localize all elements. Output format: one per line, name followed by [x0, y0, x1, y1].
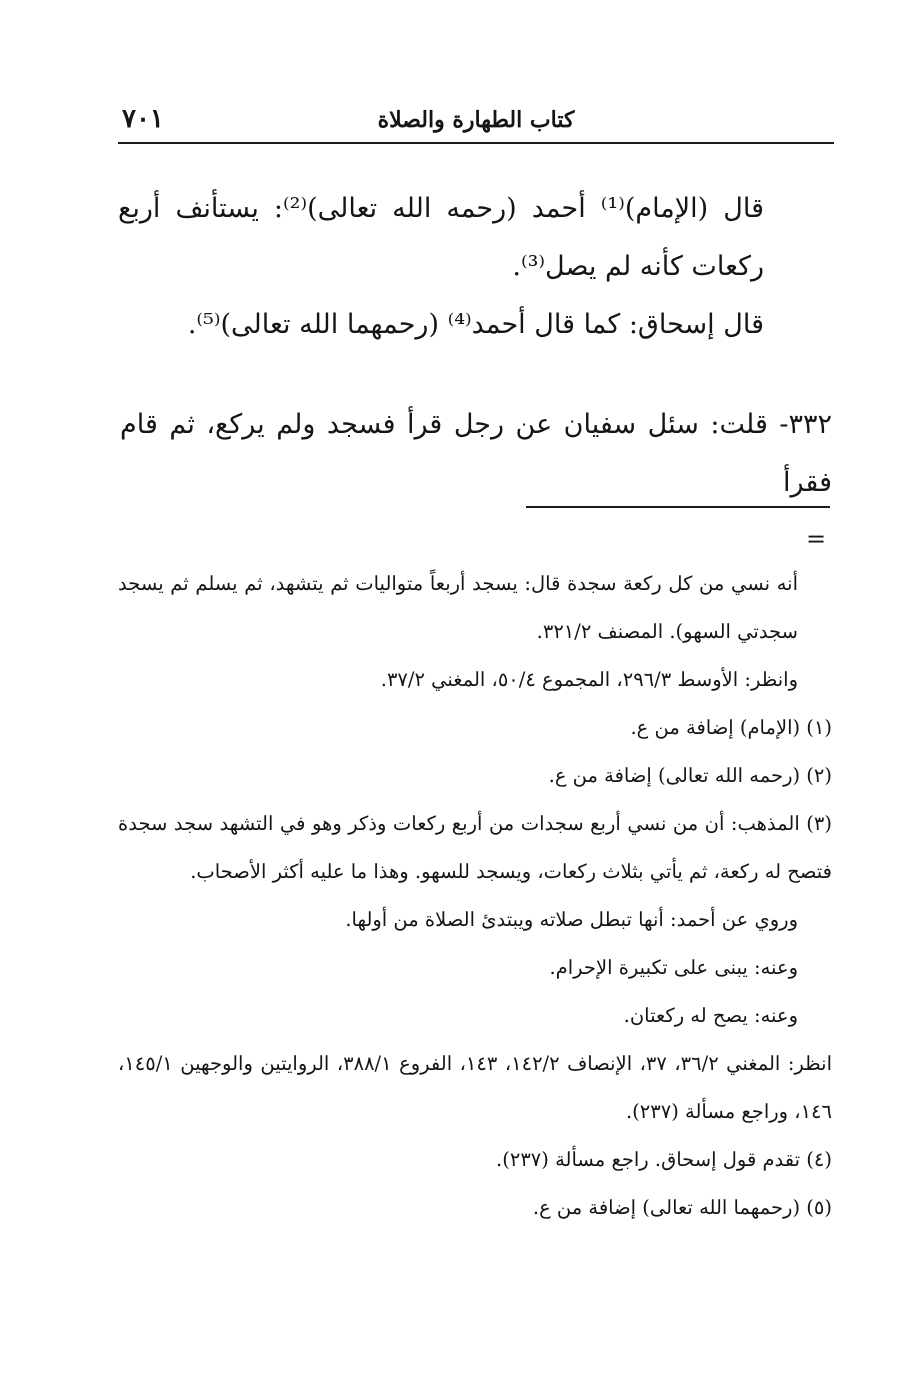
question-332: ٣٣٢- قلت: سئل سفيان عن رجل قرأ فسجد ولم يركع، ثم قام فقرأ — [120, 409, 832, 498]
page-header — [118, 98, 834, 144]
footnote-continued-text: أنه نسي من كل ركعة سجدة قال: يسجد أربعاً متواليات ثم يتشهد، ثم يسلم ثم يسجد سجدتي السهو). المصنف ٣٢١/٢. — [118, 572, 798, 643]
footnote-1: (١) (الإمام) إضافة من ع. — [630, 716, 832, 739]
page-number: ٧٠١ — [122, 104, 164, 134]
footnote-continued-references: وانظر: الأوسط ٢٩٦/٣، المجموع ٥٠/٤، المغني ٣٧/٢. — [380, 668, 798, 691]
footnote-5: (٥) (رحمهما الله تعالى) إضافة من ع. — [532, 1196, 832, 1219]
footnote-continuation-mark: = — [806, 525, 827, 553]
footnote-3-references: انظر: المغني ٣٦/٢، ٣٧، الإنصاف ١٤٢/٢، ١٤٣، الفروع ٣٨٨/١، الروايتين والوجهين ١٤٥/١، ١٤٦، وراجع مسألة (٢٣٧). — [118, 1052, 832, 1123]
footnote-4: (٤) تقدم قول إسحاق. راجع مسألة (٢٣٧). — [496, 1148, 832, 1171]
footnote-3-opinion-1: وعنه: يبنى على تكبيرة الإحرام. — [549, 956, 798, 979]
footnote-3-narration: وروي عن أحمد: أنها تبطل صلاته ويبتدئ الصلاة من أولها. — [345, 908, 798, 931]
footnotes — [118, 560, 832, 1232]
main-text — [118, 180, 832, 512]
footnote-2: (٢) (رحمه الله تعالى) إضافة من ع. — [548, 764, 832, 787]
running-title: كتاب الطهارة والصلاة — [377, 107, 575, 133]
footnote-separator — [526, 506, 830, 508]
main-paragraph-1: قال (الإمام)⁽¹⁾ أحمد (رحمه الله تعالى)⁽²⁾: يستأنف أربع ركعات كأنه لم يصل⁽³⁾. — [118, 193, 764, 282]
footnote-3: (٣) المذهب: أن من نسي أربع سجدات من أربع ركعات وذكر وهو في التشهد سجد سجدة فتصح له ركعة، ثم يأتي بثلاث ركعات، ويسجد للسهو. وهذا ما عليه أكثر الأصحاب. — [118, 812, 832, 883]
footnote-3-opinion-2: وعنه: يصح له ركعتان. — [623, 1004, 798, 1027]
main-paragraph-2: قال إسحاق: كما قال أحمد⁽⁴⁾ (رحمهما الله تعالى)⁽⁵⁾. — [187, 309, 764, 340]
